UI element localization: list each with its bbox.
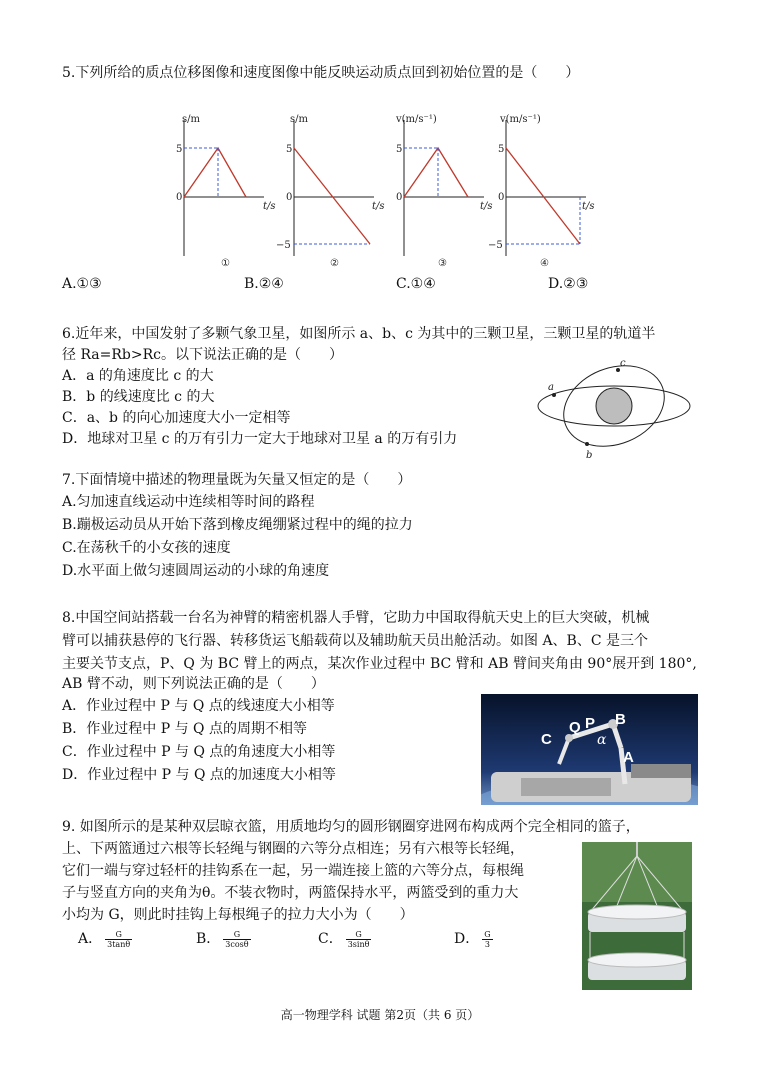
q9-option-a-denominator: 3tanθ bbox=[107, 939, 131, 949]
q5-option-b[interactable]: B.②④ bbox=[244, 276, 284, 292]
graph-3-xlabel: t/s bbox=[480, 201, 493, 212]
q9-option-a-label: A． bbox=[78, 931, 103, 947]
photo-label-q: Q bbox=[569, 719, 581, 736]
graph-3-tick-5: 5 bbox=[396, 144, 403, 155]
q9-option-b-fraction bbox=[223, 930, 250, 949]
q8-stem-line4: AB 臂不动，则下列说法正确的是（ ） bbox=[62, 676, 325, 692]
q9-option-d-label: D． bbox=[454, 931, 480, 947]
q9-option-c-denominator: 3sinθ bbox=[347, 939, 370, 949]
q5-option-a[interactable]: A.①③ bbox=[62, 276, 102, 292]
q9-stem-line4: 子与竖直方向的夹角为θ。不装衣物时，两篮保持水平，两篮受到的重力大 bbox=[62, 885, 519, 901]
q9-stem-line1: 9. 如图所示的是某种双层晾衣篮，用质地均匀的圆形钢圈穿进网布构成两个完全相同的篮子， bbox=[62, 819, 640, 835]
photo-label-alpha: α bbox=[597, 732, 607, 748]
q7-option-d[interactable]: D.水平面上做匀速圆周运动的小球的角速度 bbox=[62, 563, 330, 579]
q7-option-b[interactable]: B.蹦极运动员从开始下落到橡皮绳绷紧过程中的绳的拉力 bbox=[62, 517, 413, 533]
graph-1-tick-0: 0 bbox=[176, 192, 183, 203]
q6-stem-line2: 径 Ra=Rb>Rc。以下说法正确的是（ ） bbox=[62, 347, 344, 363]
q9-option-d[interactable] bbox=[454, 928, 493, 949]
q6-option-c[interactable]: C．a、b 的向心加速度大小一定相等 bbox=[62, 410, 291, 426]
q9-option-d-denominator: 3 bbox=[484, 939, 490, 949]
graph-1-tick-5: 5 bbox=[176, 144, 183, 155]
q9-option-b[interactable] bbox=[196, 928, 251, 949]
q7-option-c[interactable]: C.在荡秋千的小女孩的速度 bbox=[62, 540, 231, 556]
label-a: a bbox=[548, 382, 554, 393]
graph-4-tick-5: 5 bbox=[498, 144, 505, 155]
q8-option-d[interactable]: D．作业过程中 P 与 Q 点的加速度大小相等 bbox=[62, 767, 336, 783]
q5-graphs bbox=[160, 108, 620, 273]
q9-option-b-numerator: G bbox=[223, 930, 250, 940]
q9-option-a-numerator: G bbox=[105, 930, 132, 940]
q9-option-c-label: C． bbox=[318, 931, 343, 947]
q9-option-c[interactable] bbox=[318, 928, 371, 949]
graph-2-ylabel: s/m bbox=[290, 114, 308, 125]
graph-2-number: ② bbox=[330, 258, 339, 269]
q8-option-a[interactable]: A．作业过程中 P 与 Q 点的线速度大小相等 bbox=[62, 698, 335, 714]
graph-4-xlabel: t/s bbox=[582, 201, 595, 212]
q8-stem-line3: 主要关节支点，P、Q 为 BC 臂上的两点，某次作业过程中 BC 臂和 AB 臂间夹角由 90°展开到 180°, bbox=[62, 656, 697, 672]
graph-4 bbox=[488, 114, 595, 269]
q6-stem-line1: 6.近年来，中国发射了多颗气象卫星，如图所示 a、b、c 为其中的三颗卫星，三颗卫星的轨道半 bbox=[62, 326, 656, 342]
q9-option-c-numerator: G bbox=[346, 930, 372, 940]
q7-option-a[interactable]: A.匀加速直线运动中连续相等时间的路程 bbox=[62, 494, 315, 510]
q5-option-c[interactable]: C.①④ bbox=[396, 276, 436, 292]
graph-3-ylabel: v(m/s⁻¹) bbox=[396, 114, 437, 125]
q9-option-c-fraction bbox=[346, 930, 372, 949]
graph-3 bbox=[395, 114, 493, 269]
graph-3-tick-0: 0 bbox=[396, 192, 403, 203]
graph-2-tick-0: 0 bbox=[286, 192, 293, 203]
q6-option-d[interactable]: D．地球对卫星 c 的万有引力一定大于地球对卫星 a 的万有引力 bbox=[62, 431, 458, 447]
q9-stem-line2: 上、下两篮通过六根等长轻绳与钢圈的六等分点相连；另有六根等长轻绳， bbox=[62, 841, 524, 857]
q9-option-a-fraction bbox=[105, 930, 132, 949]
graph-1-number: ① bbox=[221, 258, 230, 269]
q6-orbit-diagram bbox=[532, 354, 702, 462]
q9-option-b-label: B． bbox=[196, 931, 221, 947]
q9-option-a[interactable] bbox=[78, 928, 132, 949]
q6-option-b[interactable]: B．b 的线速度比 c 的大 bbox=[62, 389, 215, 405]
graph-2-tick-5: 5 bbox=[286, 144, 293, 155]
q9-option-d-fraction bbox=[482, 930, 492, 949]
q5-stem: 5.下列所给的质点位移图像和速度图像中能反映运动质点回到初始位置的是（ ） bbox=[62, 65, 580, 81]
label-b: b bbox=[586, 450, 593, 461]
q9-stem-line5: 小均为 G，则此时挂钩上每根绳子的拉力大小为（ ） bbox=[62, 907, 414, 923]
q9-stem-line3: 它们一端与穿过轻杆的挂钩系在一起，另一端连接上篮的六等分点，每根绳 bbox=[62, 863, 524, 879]
photo-label-p: P bbox=[585, 715, 596, 732]
graph-4-ylabel: v(m/s⁻¹) bbox=[500, 114, 541, 125]
graph-4-number: ④ bbox=[540, 258, 549, 269]
q8-option-c[interactable]: C．作业过程中 P 与 Q 点的角速度大小相等 bbox=[62, 744, 336, 760]
graph-1-xlabel: t/s bbox=[263, 201, 276, 212]
earth bbox=[596, 388, 632, 424]
graph-2-xlabel: t/s bbox=[372, 201, 385, 212]
graph-3-number: ③ bbox=[438, 258, 447, 269]
graph-2-tick-neg5: −5 bbox=[276, 240, 291, 251]
q9-option-d-numerator: G bbox=[484, 929, 491, 939]
graph-2 bbox=[276, 114, 385, 269]
q8-stem-line1: 8.中国空间站搭载一台名为神臂的精密机器人手臂，它助力中国取得航天史上的巨大突破，机械 bbox=[62, 610, 650, 626]
graph-4-tick-0: 0 bbox=[498, 192, 505, 203]
graph-1 bbox=[176, 114, 276, 269]
q8-option-b[interactable]: B．作业过程中 P 与 Q 点的周期不相等 bbox=[62, 721, 307, 737]
laundry-basket-photo bbox=[582, 842, 692, 990]
q5-option-d[interactable]: D.②③ bbox=[548, 276, 589, 292]
photo-label-b: B bbox=[615, 711, 626, 728]
graph-1-ylabel: s/m bbox=[182, 114, 200, 125]
q9-option-b-denominator: 3cosθ bbox=[225, 939, 249, 949]
robot-arm-photo bbox=[481, 694, 698, 805]
label-c: c bbox=[620, 358, 626, 369]
page-footer: 高一物理学科 试题 第2页（共 6 页） bbox=[280, 1008, 480, 1022]
photo-label-a: A bbox=[623, 749, 634, 766]
photo-label-c: C bbox=[541, 731, 552, 748]
q7-stem: 7.下面情境中描述的物理量既为矢量又恒定的是（ ） bbox=[62, 472, 412, 488]
q8-stem-line2: 臂可以捕获悬停的飞行器、转移货运飞船载荷以及辅助航天员出舱活动。如图 A、B、C 是三个 bbox=[62, 633, 649, 649]
graph-4-tick-neg5: −5 bbox=[488, 240, 503, 251]
q6-option-a[interactable]: A．a 的角速度比 c 的大 bbox=[62, 368, 214, 384]
